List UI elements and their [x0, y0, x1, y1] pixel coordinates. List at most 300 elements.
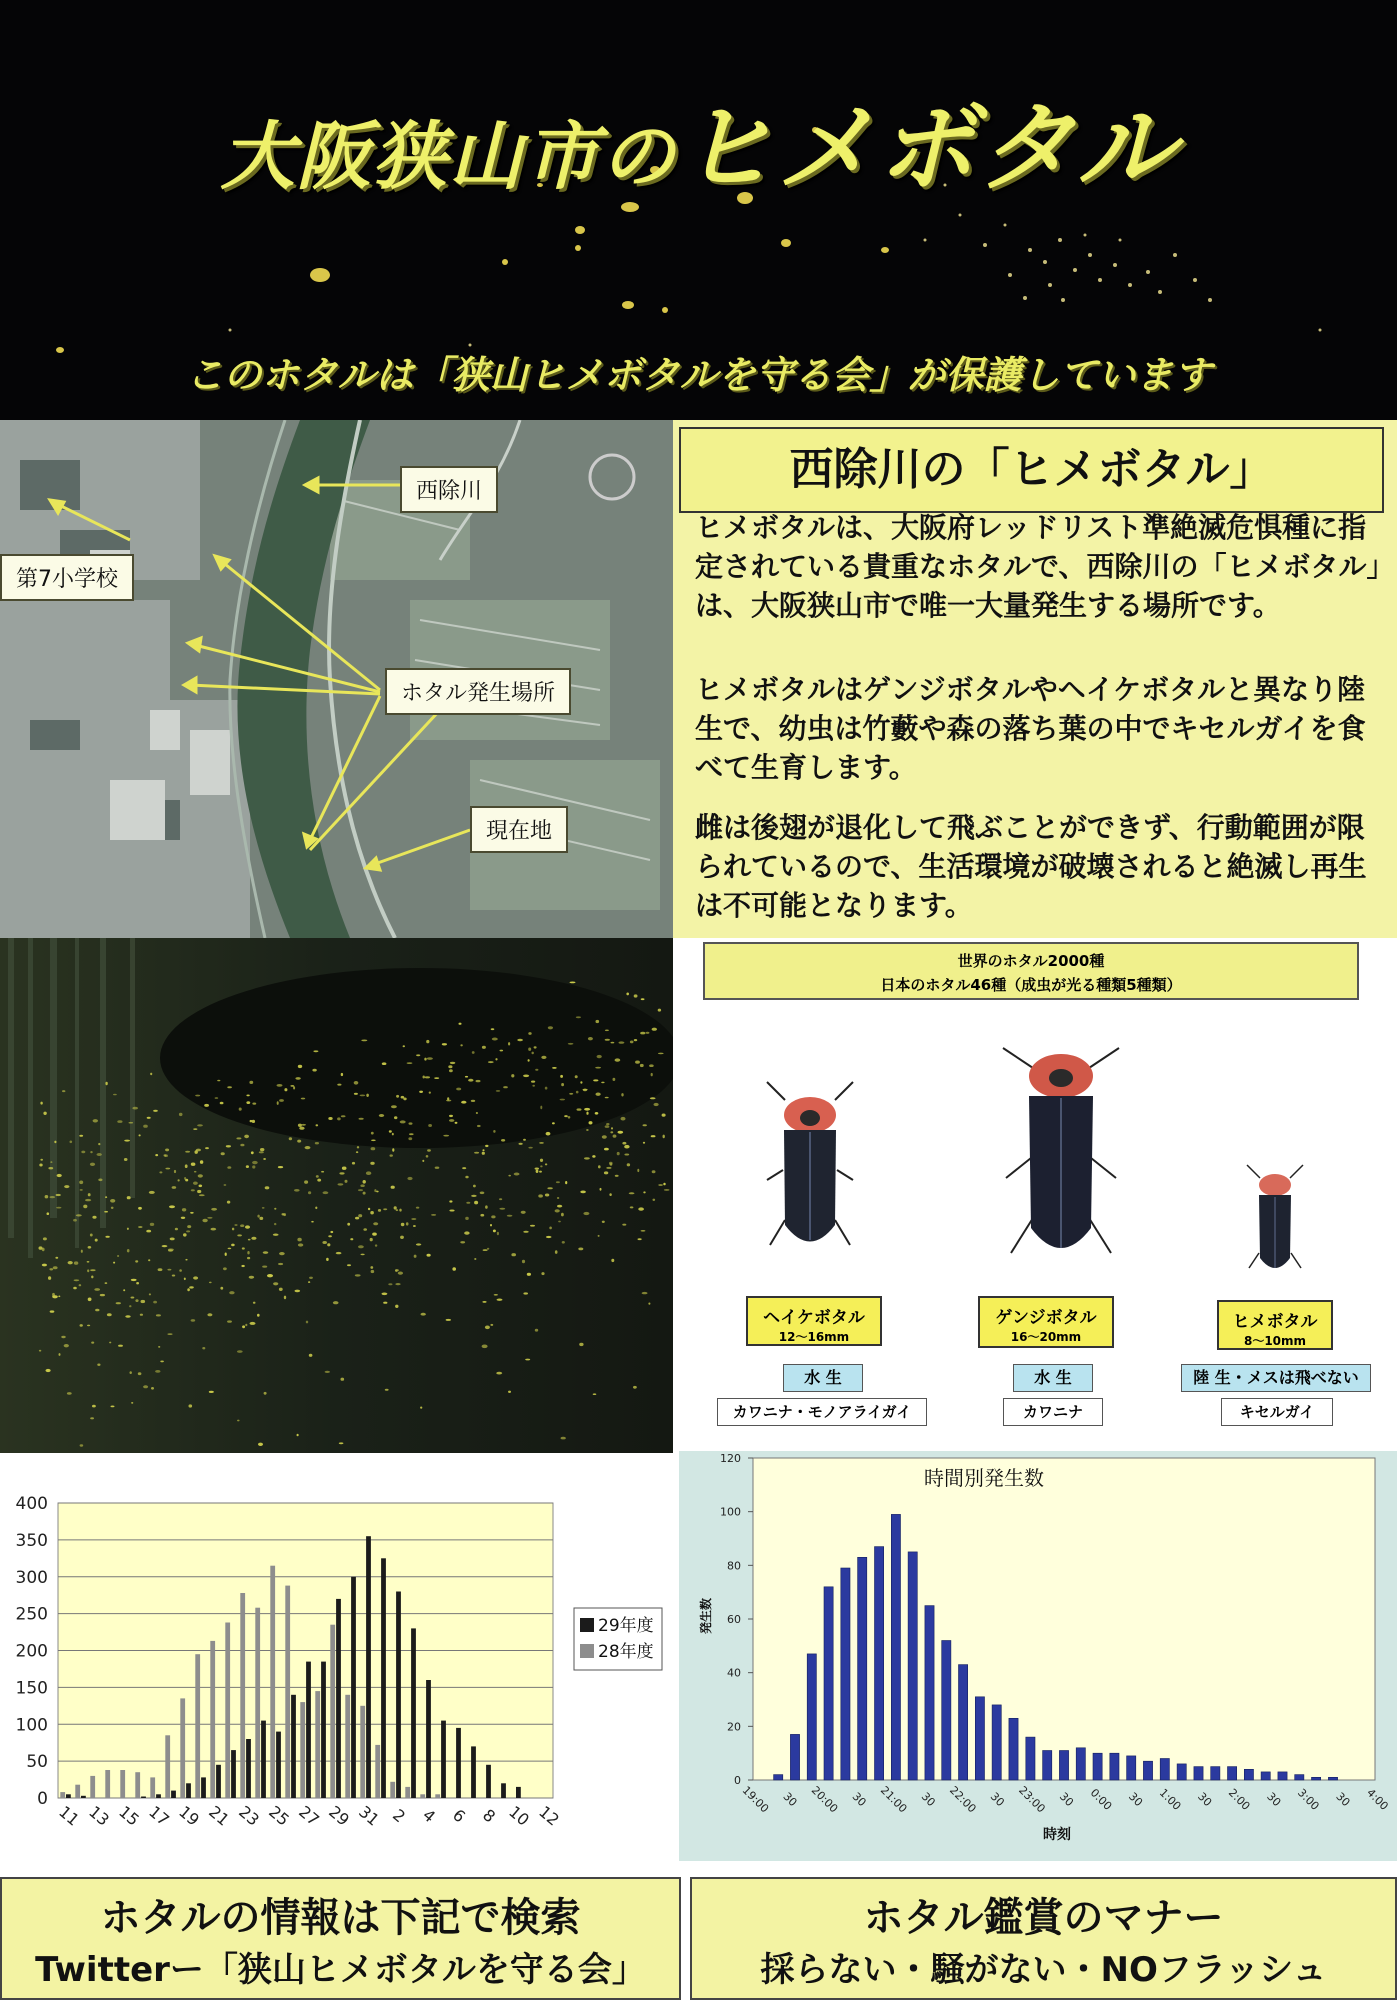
- firefly-light: [196, 1149, 201, 1152]
- firefly-light: [368, 1208, 370, 1210]
- firefly-light: [211, 1228, 217, 1231]
- firefly-light: [473, 1185, 476, 1188]
- firefly-light: [70, 1141, 73, 1144]
- chart1-x-tick: 23: [235, 1801, 263, 1830]
- chart2-bar: [1295, 1775, 1304, 1780]
- firefly-light: [474, 1201, 478, 1205]
- firefly-light: [304, 1180, 308, 1183]
- firefly-light: [534, 1046, 537, 1048]
- firefly-light: [500, 1050, 504, 1052]
- firefly-light: [79, 1135, 83, 1137]
- firefly-light: [638, 1207, 644, 1210]
- firefly-light: [476, 1080, 481, 1082]
- firefly-light: [94, 1288, 100, 1291]
- firefly-light: [277, 1084, 283, 1087]
- firefly-light: [131, 1297, 135, 1299]
- firefly-light: [337, 1084, 341, 1086]
- firefly-light: [606, 1167, 611, 1169]
- firefly-light: [588, 1037, 593, 1040]
- firefly-light: [193, 1182, 198, 1185]
- chart1-bar: [180, 1698, 185, 1798]
- firefly-light: [619, 1041, 625, 1043]
- firefly-light: [174, 1170, 176, 1173]
- firefly-light: [107, 1313, 112, 1316]
- chart2-bar: [925, 1606, 934, 1780]
- firefly-light: [301, 1098, 305, 1100]
- firefly-light: [521, 1211, 526, 1214]
- firefly-light: [204, 1104, 209, 1107]
- firefly-light: [611, 1127, 613, 1129]
- chart2-ylabel: 発生数: [699, 1597, 713, 1635]
- firefly-light: [651, 1135, 656, 1137]
- firefly-light: [232, 1228, 234, 1231]
- firefly-light: [611, 1042, 615, 1044]
- firefly-light: [323, 1191, 329, 1194]
- firefly-light: [605, 1030, 609, 1032]
- firefly-light: [653, 1199, 656, 1201]
- firefly-light: [557, 1205, 562, 1208]
- firefly-light: [223, 1267, 227, 1270]
- firefly-light: [273, 1282, 278, 1285]
- firefly-light: [429, 1092, 431, 1094]
- chart1-y-tick: 200: [15, 1641, 48, 1662]
- firefly-light: [592, 1155, 595, 1158]
- firefly-light: [613, 1078, 616, 1081]
- chart1-bar: [405, 1787, 410, 1798]
- chart1-bar: [165, 1735, 170, 1798]
- chart2-bar: [1009, 1718, 1018, 1780]
- firefly-light: [658, 1184, 663, 1186]
- firefly-light: [252, 1120, 255, 1123]
- firefly-light: [141, 1300, 146, 1303]
- firefly-light: [447, 1097, 449, 1100]
- chart1-bar: [441, 1721, 446, 1798]
- firefly-light: [284, 1088, 287, 1091]
- firefly-light: [293, 1086, 295, 1089]
- firefly-light: [73, 1219, 77, 1222]
- firefly-light: [428, 1124, 432, 1127]
- firefly-light: [73, 1287, 77, 1290]
- firefly-light: [474, 1152, 479, 1154]
- firefly-light: [224, 1184, 227, 1186]
- chart2-bar: [1177, 1764, 1186, 1780]
- chart1-bar: [360, 1706, 365, 1798]
- firefly-light: [342, 1167, 347, 1170]
- firefly-light: [461, 1101, 466, 1104]
- firefly-light: [299, 1127, 304, 1130]
- chart2-x-tick: 1:00: [1156, 1786, 1184, 1813]
- firefly-light: [295, 1077, 300, 1080]
- firefly-light: [427, 1057, 433, 1060]
- firefly-light: [130, 1371, 132, 1374]
- food-genji: カワニナ: [1003, 1398, 1103, 1426]
- firefly-light: [316, 1175, 319, 1178]
- firefly-light: [650, 1097, 656, 1099]
- firefly-light: [456, 1088, 461, 1091]
- firefly-light: [131, 1402, 133, 1404]
- firefly-light: [586, 1129, 589, 1131]
- firefly-light: [493, 1130, 495, 1133]
- firefly-light: [175, 1228, 178, 1231]
- firefly-light: [385, 1389, 389, 1391]
- firefly-light: [584, 1108, 590, 1111]
- firefly-light: [76, 1214, 82, 1216]
- firefly-light: [621, 1117, 626, 1121]
- firefly-light: [88, 1246, 92, 1249]
- firefly-light: [129, 1122, 134, 1124]
- firefly-light: [611, 1259, 614, 1262]
- firefly-light: [643, 1124, 647, 1126]
- firefly-light: [394, 1206, 397, 1209]
- chart1-bar: [486, 1765, 491, 1798]
- firefly-light: [139, 1134, 141, 1136]
- firefly-light: [366, 1171, 371, 1175]
- firefly-light: [242, 1325, 245, 1328]
- chart2-y-tick: 20: [727, 1720, 741, 1734]
- firefly-light: [643, 1191, 645, 1193]
- firefly-light: [162, 1245, 168, 1247]
- firefly-light: [179, 1269, 182, 1272]
- firefly-light: [400, 1120, 406, 1123]
- firefly-light: [370, 1266, 373, 1269]
- firefly-light: [80, 1444, 84, 1446]
- firefly-light: [327, 1243, 330, 1246]
- firefly-light: [80, 1324, 83, 1327]
- firefly-light: [507, 1215, 513, 1217]
- firefly-light: [116, 1302, 121, 1304]
- firefly-light: [297, 1434, 299, 1437]
- firefly-light: [528, 1059, 530, 1062]
- firefly-light: [382, 1293, 388, 1296]
- firefly-light: [337, 1117, 341, 1120]
- firefly-light: [497, 1232, 499, 1235]
- firefly-light: [395, 1269, 399, 1271]
- firefly-light: [294, 1189, 300, 1192]
- hourly-emergence-svg: [679, 1451, 1397, 1861]
- firefly-light: [396, 1209, 398, 1211]
- firefly-light: [91, 1342, 94, 1344]
- firefly-light: [284, 1296, 286, 1300]
- firefly-light: [593, 1393, 597, 1395]
- firefly-light: [398, 1272, 403, 1275]
- firefly-light: [488, 1061, 494, 1063]
- firefly-light: [74, 1279, 80, 1281]
- firefly-light: [199, 1185, 203, 1188]
- firefly-forest-photo: [0, 938, 673, 1453]
- chart1-y-tick: 400: [15, 1494, 48, 1514]
- firefly-light: [360, 1095, 366, 1097]
- firefly-light: [466, 1202, 470, 1204]
- firefly-light: [56, 1194, 61, 1196]
- firefly-light: [401, 1223, 405, 1226]
- chart1-bar: [381, 1558, 386, 1798]
- chart2-bar: [891, 1514, 900, 1780]
- firefly-light: [194, 1171, 197, 1173]
- chart2-x-tick: 23:00: [1016, 1783, 1048, 1816]
- chart1-bar: [315, 1691, 320, 1798]
- firefly-light: [167, 1333, 172, 1335]
- firefly-light: [80, 1189, 83, 1191]
- firefly-light: [577, 1108, 582, 1110]
- firefly-light: [143, 1385, 148, 1388]
- info-paragraph-3: 雌は後翅が退化して飛ぶことができず、行動範囲が限られているので、生活環境が破壊されると絶滅し再生は不可能となります。: [695, 811, 1367, 922]
- aerial-map: [0, 420, 673, 938]
- firefly-light: [492, 1038, 498, 1041]
- firefly-light: [552, 1122, 555, 1124]
- firefly-light: [246, 1165, 249, 1168]
- firefly-light: [290, 1085, 294, 1087]
- firefly-light: [522, 1260, 525, 1263]
- firefly-light: [482, 1152, 485, 1155]
- header-banner: [0, 0, 1397, 420]
- firefly-light: [298, 1243, 303, 1246]
- firefly-light: [480, 1192, 485, 1195]
- firefly-light: [93, 1119, 98, 1122]
- firefly-light: [523, 1075, 529, 1078]
- firefly-light: [252, 1165, 255, 1168]
- firefly-light: [249, 1276, 254, 1279]
- chart2-x-tick: 30: [987, 1789, 1007, 1810]
- firefly-light: [455, 1122, 458, 1124]
- firefly-light: [226, 1145, 231, 1147]
- chart1-bar: [156, 1794, 161, 1798]
- chart1-bar: [195, 1654, 200, 1798]
- firefly-light: [87, 1261, 90, 1263]
- firefly-light: [191, 1189, 195, 1191]
- firefly-light: [105, 1282, 108, 1284]
- firefly-light: [325, 1371, 330, 1373]
- chart1-x-tick: 19: [175, 1801, 203, 1830]
- chart2-bar: [841, 1568, 850, 1780]
- chart2-x-tick: 30: [1126, 1789, 1146, 1810]
- chart1-x-tick: 21: [205, 1801, 233, 1830]
- firefly-light: [43, 1237, 47, 1240]
- firefly-light: [382, 1062, 387, 1065]
- chart2-bar: [1076, 1748, 1085, 1780]
- firefly-light: [42, 1264, 47, 1267]
- firefly-light: [525, 1359, 530, 1361]
- firefly-light: [274, 1223, 276, 1225]
- firefly-light: [378, 1209, 381, 1212]
- firefly-light: [359, 1118, 364, 1120]
- firefly-light: [476, 1112, 478, 1114]
- firefly-light: [45, 1195, 49, 1198]
- genji-name: ゲンジボタル: [995, 1308, 1097, 1328]
- firefly-light: [143, 1125, 148, 1128]
- firefly-light: [482, 1345, 488, 1349]
- firefly-light: [635, 1061, 640, 1064]
- firefly-light: [309, 1277, 313, 1279]
- firefly-light: [220, 1287, 223, 1290]
- chart2-bar: [1110, 1753, 1119, 1780]
- firefly-light: [589, 1121, 593, 1124]
- firefly-light: [394, 1116, 397, 1119]
- firefly-light: [209, 1282, 212, 1284]
- firefly-light: [416, 1243, 421, 1245]
- firefly-light: [407, 1177, 412, 1180]
- firefly-light: [282, 1213, 285, 1215]
- firefly-light: [55, 1257, 58, 1259]
- firefly-light: [56, 1207, 61, 1209]
- label-river: 西除川: [400, 466, 498, 513]
- firefly-light: [308, 1191, 311, 1194]
- info-panel: [673, 420, 1397, 938]
- chart1-y-tick: 0: [37, 1789, 48, 1809]
- firefly-light: [149, 1191, 155, 1194]
- firefly-light: [555, 1209, 560, 1212]
- firefly-light: [549, 1227, 552, 1230]
- chart1-x-tick: 29: [325, 1801, 353, 1830]
- firefly-light: [131, 1279, 137, 1281]
- firefly-light: [278, 1263, 283, 1265]
- firefly-light: [79, 1284, 82, 1286]
- firefly-light: [260, 1148, 264, 1151]
- firefly-light: [420, 1407, 422, 1409]
- chart1-legend-swatch: [580, 1644, 594, 1658]
- chart1-legend-label: 28年度: [598, 1642, 654, 1662]
- firefly-light: [355, 1217, 359, 1220]
- firefly-light: [535, 1168, 539, 1170]
- aerial-photo: [0, 420, 673, 938]
- firefly-light: [109, 1342, 111, 1344]
- chart2-x-tick: 30: [1056, 1789, 1077, 1810]
- chart1-x-tick: 12: [535, 1801, 563, 1830]
- firefly-swarm-image: [0, 938, 673, 1453]
- firefly-light: [197, 1190, 201, 1193]
- firefly-light: [64, 1344, 69, 1347]
- firefly-light: [354, 1081, 359, 1085]
- firefly-light: [252, 1103, 256, 1105]
- firefly-light: [503, 1086, 508, 1088]
- firefly-light: [409, 1133, 414, 1135]
- chart1-bar: [261, 1721, 266, 1798]
- chart2-bar: [1127, 1756, 1136, 1780]
- firefly-light: [626, 993, 629, 996]
- chart1-x-tick: 25: [265, 1801, 293, 1830]
- hourly-emergence-chart: [679, 1451, 1397, 1861]
- firefly-light: [535, 1329, 538, 1332]
- chart2-x-tick: 4:00: [1364, 1786, 1391, 1813]
- firefly-light: [58, 1296, 60, 1298]
- firefly-light: [361, 1254, 365, 1256]
- chart1-bar: [396, 1592, 401, 1799]
- firefly-light: [111, 1207, 114, 1209]
- footer-info-box: [0, 1877, 681, 2000]
- firefly-light: [267, 1274, 273, 1277]
- firefly-light: [148, 1259, 150, 1261]
- firefly-light: [634, 1039, 637, 1041]
- firefly-light: [350, 1238, 353, 1240]
- chart2-bar: [1244, 1769, 1253, 1780]
- firefly-light: [46, 1369, 51, 1372]
- heike-name: ヘイケボタル: [763, 1308, 865, 1328]
- species-name-genji: [978, 1296, 1114, 1348]
- firefly-light: [580, 1081, 582, 1083]
- habitat-heike: 水 生: [783, 1364, 863, 1392]
- firefly-light: [262, 1207, 265, 1209]
- firefly-light: [153, 1110, 158, 1112]
- chart1-bar: [81, 1796, 86, 1798]
- firefly-light: [556, 1181, 560, 1183]
- firefly-light: [207, 1313, 212, 1316]
- chart2-x-tick: 30: [780, 1789, 800, 1810]
- firefly-light: [545, 1163, 547, 1165]
- firefly-light: [258, 1443, 263, 1446]
- firefly-light: [150, 1073, 152, 1076]
- chart2-bar: [807, 1654, 816, 1780]
- firefly-light: [53, 1266, 58, 1269]
- firefly-light: [471, 1195, 477, 1197]
- firefly-light: [227, 1166, 231, 1169]
- firefly-light: [600, 1188, 602, 1191]
- firefly-light: [358, 1214, 362, 1217]
- firefly-light: [227, 1086, 232, 1088]
- firefly-light: [576, 1016, 581, 1018]
- firefly-light: [347, 1264, 351, 1266]
- firefly-light: [278, 1166, 283, 1168]
- chart2-x-tick: 3:00: [1295, 1786, 1322, 1813]
- firefly-light: [247, 1257, 250, 1259]
- firefly-light: [449, 1200, 452, 1202]
- firefly-light: [111, 1406, 115, 1408]
- chart1-x-tick: 8: [479, 1805, 500, 1827]
- firefly-light: [155, 1370, 160, 1373]
- firefly-light: [62, 1090, 65, 1092]
- firefly-light: [595, 1067, 601, 1069]
- species-heading: [703, 942, 1359, 1000]
- firefly-light: [156, 1314, 161, 1316]
- firefly-light: [528, 1032, 531, 1035]
- chart2-title: 時間別発生数: [924, 1466, 1044, 1490]
- firefly-light: [485, 1145, 488, 1147]
- firefly-light: [347, 1223, 350, 1226]
- firefly-light: [360, 1184, 364, 1187]
- firefly-light: [396, 1095, 399, 1098]
- firefly-light: [251, 1237, 256, 1240]
- chart2-bar: [1261, 1772, 1270, 1780]
- firefly-light: [263, 1158, 266, 1160]
- firefly-light: [158, 1268, 163, 1271]
- firefly-light: [237, 1234, 242, 1236]
- chart1-y-tick: 50: [26, 1752, 48, 1773]
- firefly-light: [637, 1169, 639, 1172]
- chart1-bar: [225, 1623, 230, 1799]
- firefly-light: [390, 1154, 393, 1156]
- chart1-bar: [501, 1783, 506, 1798]
- firefly-light: [239, 1108, 242, 1111]
- firefly-light: [358, 1245, 364, 1248]
- firefly-light: [605, 1097, 609, 1099]
- firefly-light: [185, 1151, 190, 1153]
- firefly-light: [245, 1324, 247, 1326]
- info-paragraph-2: ヒメボタルはゲンジボタルやヘイケボタルと異なり陸生で、幼虫は竹藪や森の落ち葉の中でキセルガイを食べて生育します。: [695, 673, 1366, 784]
- firefly-light: [557, 1197, 559, 1199]
- firefly-light: [541, 1272, 544, 1275]
- firefly-light: [640, 1064, 644, 1067]
- firefly-light: [250, 1322, 256, 1325]
- chart1-bar: [285, 1586, 290, 1798]
- firefly-light: [578, 1248, 583, 1251]
- firefly-light: [477, 1125, 481, 1127]
- firefly-light: [617, 1152, 620, 1155]
- firefly-light: [490, 1324, 493, 1326]
- firefly-light: [185, 1164, 188, 1168]
- firefly-light: [195, 1095, 200, 1097]
- firefly-light: [482, 1149, 484, 1151]
- firefly-light: [50, 1310, 55, 1312]
- firefly-light: [530, 1225, 535, 1227]
- firefly-light: [164, 1154, 168, 1157]
